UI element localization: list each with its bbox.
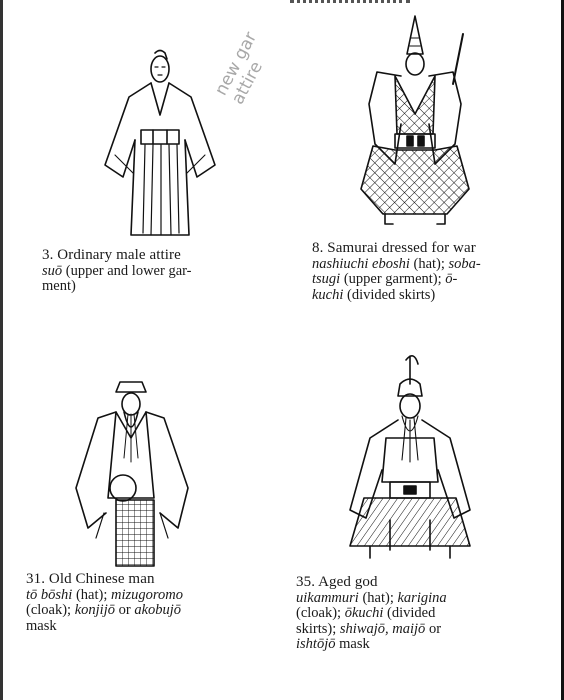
caption-term: nashiuchi eboshi bbox=[312, 255, 410, 272]
caption-fig3 bbox=[42, 248, 252, 295]
caption-line bbox=[312, 257, 542, 273]
caption-fig8 bbox=[312, 241, 542, 303]
caption-text: ment) bbox=[42, 278, 76, 294]
caption-term: akobujō bbox=[134, 602, 182, 618]
caption-body bbox=[42, 264, 252, 295]
caption-fig35 bbox=[296, 575, 541, 653]
caption-term: konjijō bbox=[74, 602, 115, 618]
caption-text: (hat); bbox=[72, 586, 111, 603]
caption-text: (upper and lower gar- bbox=[62, 262, 192, 279]
caption-text: (divided skirts) bbox=[343, 286, 436, 303]
caption-text: mask bbox=[26, 617, 57, 634]
caption-text: (upper garment); bbox=[340, 271, 446, 287]
caption-text: or bbox=[115, 602, 135, 618]
page-edge-left bbox=[0, 0, 3, 700]
caption-title: 35. Aged god bbox=[296, 574, 378, 590]
caption-text: (cloak); bbox=[296, 605, 345, 621]
caption-line bbox=[296, 591, 541, 607]
caption-line bbox=[42, 264, 252, 280]
caption-line bbox=[26, 619, 256, 635]
caption-line bbox=[312, 288, 542, 304]
caption-term: ōkuchi bbox=[344, 605, 384, 621]
caption-term: mizugoromo bbox=[110, 586, 183, 603]
caption-term: ō- bbox=[445, 271, 458, 287]
samurai-figure bbox=[355, 14, 485, 229]
caption-text: (hat); bbox=[409, 255, 449, 272]
caption-term: kuchi bbox=[312, 286, 344, 303]
caption-text: or bbox=[425, 620, 442, 637]
caption-body bbox=[26, 588, 256, 635]
caption-line bbox=[296, 606, 541, 622]
caption-line bbox=[26, 603, 256, 619]
caption-term: tsugi bbox=[312, 271, 341, 287]
caption-term: ishtōjō bbox=[296, 636, 336, 652]
caption-body bbox=[312, 257, 542, 304]
caption-term: suō bbox=[42, 262, 63, 279]
caption-term: soba- bbox=[448, 255, 481, 272]
caption-title: 3. Ordinary male attire bbox=[42, 247, 181, 263]
caption-term: shiwajō, maijō bbox=[339, 620, 426, 637]
caption-text: mask bbox=[335, 636, 370, 652]
caption-term: tō bōshi bbox=[26, 586, 73, 603]
handwritten-note: new gar attire bbox=[211, 28, 267, 108]
caption-text: (divided bbox=[383, 605, 436, 621]
caption-line bbox=[296, 637, 541, 653]
ordinary-male-figure bbox=[95, 45, 225, 245]
caption-text: (cloak); bbox=[26, 602, 75, 618]
aged-god-figure bbox=[340, 350, 480, 570]
old-chinese-man-figure bbox=[68, 378, 198, 573]
caption-term: karigina bbox=[397, 589, 447, 606]
caption-fig31 bbox=[26, 572, 256, 634]
caption-title: 8. Samurai dressed for war bbox=[312, 240, 476, 256]
caption-line bbox=[42, 279, 252, 295]
caption-line bbox=[296, 622, 541, 638]
caption-text: skirts); bbox=[296, 620, 340, 637]
caption-line bbox=[312, 272, 542, 288]
caption-term: uikammuri bbox=[296, 589, 359, 606]
caption-line bbox=[26, 588, 256, 604]
caption-text: (hat); bbox=[358, 589, 398, 606]
cropped-header-text bbox=[290, 0, 410, 8]
caption-body bbox=[296, 591, 541, 653]
caption-title: 31. Old Chinese man bbox=[26, 571, 155, 587]
